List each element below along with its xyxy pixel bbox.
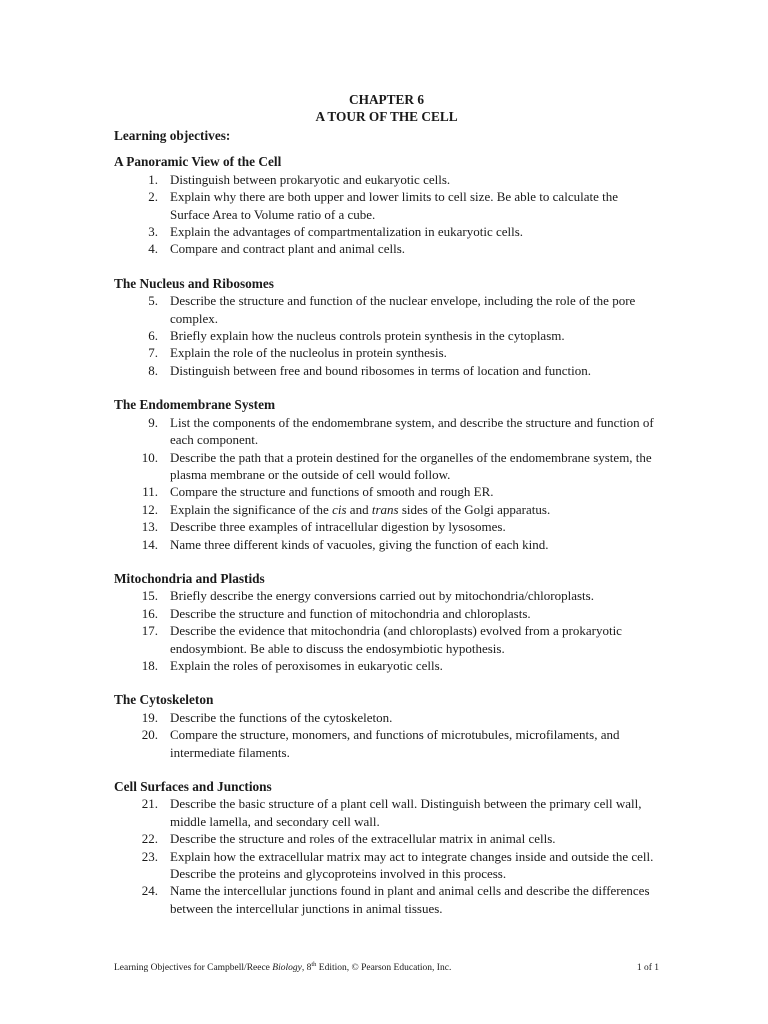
objective-section bbox=[114, 570, 659, 674]
objective-number: 4. bbox=[148, 241, 158, 257]
footer-citation-edition: , 8 bbox=[301, 963, 312, 973]
document-page bbox=[114, 91, 659, 934]
objective-text-part: sides of the Golgi apparatus. bbox=[398, 501, 551, 517]
objective-section bbox=[114, 396, 659, 553]
objective-item bbox=[114, 449, 659, 484]
footer-citation-book: Biology bbox=[272, 963, 302, 973]
objective-item bbox=[114, 414, 659, 449]
objective-text: Distinguish between prokaryotic and eukaryotic cells. bbox=[170, 171, 451, 187]
objective-number: 3. bbox=[148, 224, 158, 240]
section-heading: A Panoramic View of the Cell bbox=[114, 154, 282, 170]
objective-number: 2. bbox=[148, 189, 158, 205]
objective-number: 20. bbox=[141, 727, 158, 743]
objective-number: 11. bbox=[142, 484, 158, 500]
objective-text: Briefly explain how the nucleus controls protein synthesis in the cytoplasm. bbox=[170, 328, 565, 344]
objective-number: 14. bbox=[141, 536, 158, 552]
objective-text: Describe the path that a protein destined for the organelles of the endomembrane system, the plasma membrane or the outside of cell would follow. bbox=[170, 449, 652, 482]
objective-number: 1. bbox=[148, 171, 158, 187]
footer-citation-prefix: Learning Objectives for Campbell/Reece bbox=[114, 963, 273, 973]
footer-citation-ordinal: th bbox=[311, 960, 317, 968]
objective-item bbox=[114, 518, 659, 535]
objective-text: Compare the structure and functions of smooth and rough ER. bbox=[170, 484, 494, 500]
objective-item bbox=[114, 188, 659, 223]
chapter-title: A TOUR OF THE CELL bbox=[315, 109, 458, 124]
objective-text: Compare and contract plant and animal cells. bbox=[170, 241, 405, 257]
objective-text: Describe the basic structure of a plant cell wall. Distinguish between the primary cell wall, middle lamella, and secondary cell wall. bbox=[170, 796, 642, 829]
objective-number: 21. bbox=[141, 796, 158, 812]
objective-number: 13. bbox=[141, 519, 158, 535]
section-heading: Mitochondria and Plastids bbox=[114, 570, 265, 586]
objective-text: Describe the structure and function of mitochondria and chloroplasts. bbox=[170, 605, 531, 621]
objective-item bbox=[114, 795, 659, 830]
objective-item bbox=[114, 709, 659, 726]
objective-number: 12. bbox=[141, 501, 158, 517]
page-footer bbox=[114, 960, 659, 973]
objective-item bbox=[114, 830, 659, 847]
objective-term: trans bbox=[371, 501, 399, 517]
objective-number: 5. bbox=[148, 293, 158, 309]
objective-text: Describe three examples of intracellular digestion by lysosomes. bbox=[170, 519, 506, 535]
objective-text: Describe the structure and roles of the extracellular matrix in animal cells. bbox=[170, 831, 556, 847]
objective-number: 22. bbox=[141, 831, 158, 847]
objective-item bbox=[114, 587, 659, 604]
objective-text bbox=[158, 501, 659, 518]
objective-text: List the components of the endomembrane system, and describe the structure and function of each component. bbox=[170, 414, 654, 448]
objective-text: Describe the structure and function of the nuclear envelope, including the role of the pore complex. bbox=[170, 293, 636, 326]
objective-sections bbox=[114, 153, 659, 917]
objective-item bbox=[114, 501, 659, 518]
objective-number: 15. bbox=[141, 588, 158, 604]
objective-number: 17. bbox=[141, 623, 158, 639]
objective-section bbox=[114, 153, 659, 257]
objective-item bbox=[114, 483, 659, 500]
objective-item bbox=[114, 344, 659, 361]
objective-number: 9. bbox=[148, 414, 158, 430]
objective-text-part: and bbox=[346, 501, 372, 517]
objective-text: Describe the functions of the cytoskeleton. bbox=[170, 709, 393, 725]
objective-item bbox=[114, 536, 659, 553]
objective-item bbox=[114, 327, 659, 344]
objective-item bbox=[114, 240, 659, 257]
objective-section bbox=[114, 275, 659, 379]
objective-text: Describe the evidence that mitochondria (and chloroplasts) evolved from a prokaryotic endosymbiont. Be able to discuss the endosymbiotic hypothesis. bbox=[170, 623, 622, 656]
objective-text: Explain the role of the nucleolus in protein synthesis. bbox=[170, 345, 447, 361]
section-heading: Cell Surfaces and Junctions bbox=[114, 779, 272, 794]
objective-item bbox=[114, 171, 659, 188]
objective-item bbox=[114, 223, 659, 240]
learning-objectives-heading: Learning objectives: bbox=[114, 128, 231, 143]
footer-citation bbox=[114, 960, 452, 973]
objective-text: Explain the roles of peroxisomes in eukaryotic cells. bbox=[170, 657, 443, 673]
objective-text: Distinguish between free and bound ribosomes in terms of location and function. bbox=[170, 362, 591, 378]
objective-text: Name three different kinds of vacuoles, giving the function of each kind. bbox=[170, 536, 549, 552]
objective-item bbox=[114, 726, 659, 761]
objective-term: cis bbox=[332, 501, 347, 517]
objective-number: 18. bbox=[141, 657, 158, 673]
objective-text: Explain why there are both upper and lower limits to cell size. Be able to calculate the Surface Area to Volume ratio of a cube. bbox=[170, 189, 618, 222]
objective-number: 7. bbox=[148, 345, 158, 361]
objective-text: Briefly describe the energy conversions carried out by mitochondria/chloroplasts. bbox=[170, 588, 594, 604]
objective-item bbox=[114, 657, 659, 674]
objective-section bbox=[114, 691, 659, 761]
objective-item bbox=[114, 605, 659, 622]
objective-number: 16. bbox=[141, 605, 158, 621]
objective-number: 8. bbox=[148, 362, 158, 378]
objective-text: Explain the advantages of compartmentalization in eukaryotic cells. bbox=[170, 224, 524, 240]
objective-number: 19. bbox=[141, 709, 158, 725]
objective-item bbox=[114, 848, 659, 883]
objective-number: 6. bbox=[148, 328, 158, 344]
objective-item bbox=[114, 362, 659, 379]
section-heading: The Cytoskeleton bbox=[114, 692, 214, 708]
objective-number: 10. bbox=[141, 449, 158, 465]
objective-number: 24. bbox=[141, 883, 158, 899]
chapter-number: CHAPTER 6 bbox=[349, 92, 424, 107]
page-number: 1 of 1 bbox=[636, 963, 659, 973]
objective-text: Explain how the extracellular matrix may act to integrate changes inside and outside the cell. Describe the proteins and glycoproteins involved in this process. bbox=[170, 848, 654, 882]
objective-text-part: Explain the significance of the bbox=[170, 501, 333, 517]
footer-citation-publisher: Edition, © Pearson Education, Inc. bbox=[316, 963, 452, 973]
section-heading: The Endomembrane System bbox=[114, 397, 276, 413]
objective-text: Compare the structure, monomers, and functions of microtubules, microfilaments, and intermediate filaments. bbox=[170, 727, 620, 760]
objective-item bbox=[114, 292, 659, 327]
objective-item bbox=[114, 622, 659, 657]
objective-text: Name the intercellular junctions found in plant and animal cells and describe the differences between the intercellular junctions in animal tissues. bbox=[170, 883, 650, 916]
objective-number: 23. bbox=[141, 848, 158, 864]
objective-section bbox=[114, 778, 659, 917]
objective-item bbox=[114, 882, 659, 917]
section-heading: The Nucleus and Ribosomes bbox=[114, 275, 274, 291]
